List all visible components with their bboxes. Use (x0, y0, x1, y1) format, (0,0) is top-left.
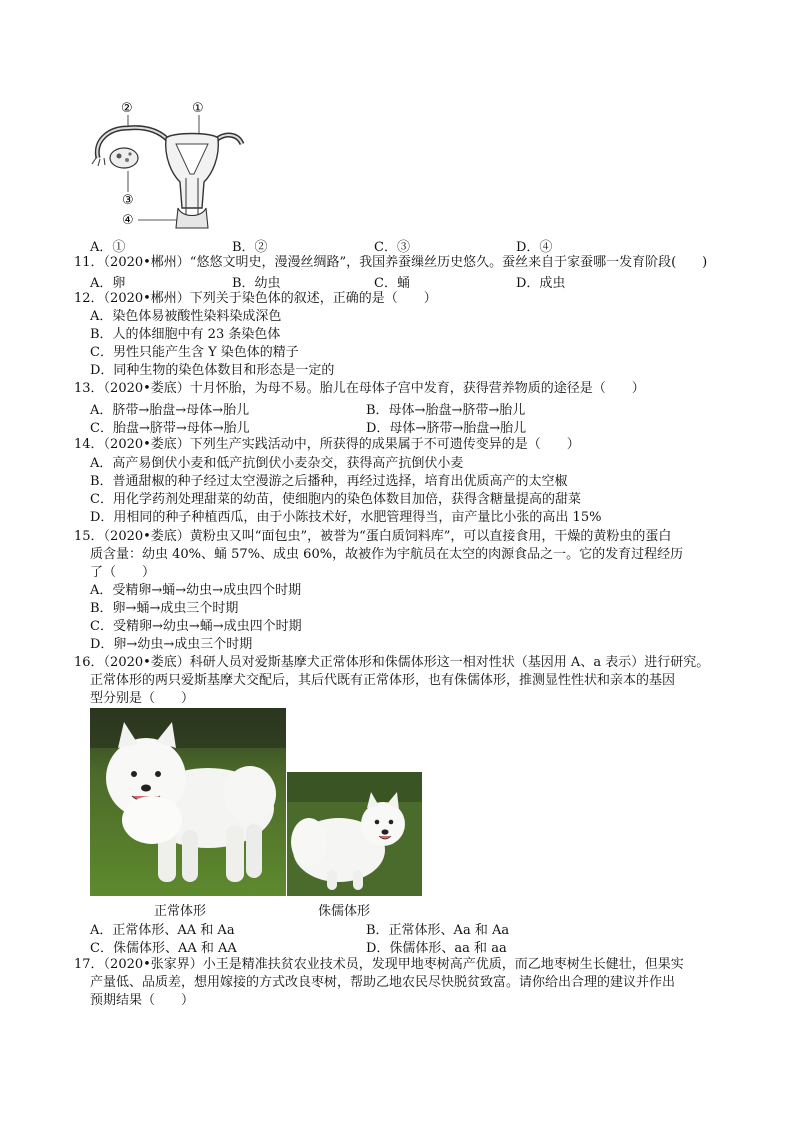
q15-option-d[interactable]: D．卵→幼虫→成虫三个时期 (90, 637, 253, 652)
q16-option-b[interactable]: B．正常体形、Aa 和 Aa (366, 923, 510, 938)
diagram-label-4: ④ (122, 213, 134, 228)
q13-option-b[interactable]: B．母体→胎盘→脐带→胎儿 (366, 403, 526, 418)
q14-option-a[interactable]: A．高产易倒伏小麦和低产抗倒伏小麦杂交，获得高产抗倒伏小麦 (90, 456, 464, 471)
q16-option-a[interactable]: A．正常体形、AA 和 Aa (90, 923, 235, 938)
diagram-label-1: ① (192, 101, 204, 116)
q10-option-b[interactable]: B．② (232, 240, 268, 255)
q10-option-a[interactable]: A．① (90, 240, 126, 255)
q15-stem-line-1: 15．（2020•娄底）黄粉虫又叫“面包虫”，被誉为“蛋白质饲料库”，可以直接食用，干燥的黄粉虫的蛋白 (74, 529, 672, 544)
q12-option-c[interactable]: C．男性只能产生含 Y 染色体的精子 (90, 345, 299, 360)
q17-stem-line-1: 17．（2020•张家界）小王是精准扶贫农业技术员，发现甲地枣树高产优质，而乙地枣树生长健壮，但果实 (74, 957, 684, 972)
q11-options (90, 272, 658, 291)
q11-stem: 11．（2020•郴州）“悠悠文明史，漫漫丝绸路”，我国养蚕缫丝历史悠久。蚕丝来自于家蚕哪一发育阶段( ) (74, 255, 708, 270)
q10-options (90, 236, 658, 255)
q13-stem: 13．（2020•娄底）十月怀胎，为母不易。胎儿在母体子宫中发育，获得营养物质的途径是（ ） (74, 381, 645, 396)
q16-option-d[interactable]: D．侏儒体形、aa 和 aa (366, 941, 507, 956)
q17-stem-line-3: 预期结果（ ） (90, 993, 195, 1008)
dwarf-dog-photo (287, 772, 422, 896)
normal-dog-photo (90, 708, 286, 896)
q16-options-row-1 (90, 919, 642, 938)
q16-stem-line-1: 16．（2020•娄底）科研人员对爱斯基摩犬正常体形和侏儒体形这一相对性状（基因用 A、a 表示）进行研究。 (74, 655, 710, 670)
q12-option-d[interactable]: D．同种生物的染色体数目和形态是一定的 (90, 363, 335, 378)
q12-stem: 12．（2020•郴州）下列关于染色体的叙述，正确的是（ ） (74, 291, 437, 306)
q12-option-a[interactable]: A．染色体易被酸性染料染成深色 (90, 309, 282, 324)
q15-option-a[interactable]: A．受精卵→蛹→幼虫→成虫四个时期 (90, 583, 302, 598)
q13-options-row-2 (90, 417, 642, 436)
q10-option-d[interactable]: D．④ (516, 240, 553, 255)
reproductive-system-diagram (88, 96, 248, 230)
q17-stem-line-2: 产量低、品质差，想用嫁接的方式改良枣树，帮助乙地农民尽快脱贫致富。请你给出合理的建议并作出 (90, 975, 676, 990)
q15-option-b[interactable]: B．卵→蛹→成虫三个时期 (90, 601, 239, 616)
q13-options-row-1 (90, 399, 642, 418)
caption-dwarf: 侏儒体形 (318, 904, 371, 919)
diagram-label-2: ② (121, 101, 133, 116)
q11-option-c[interactable]: C．蛹 (374, 276, 410, 291)
q15-stem-line-2: 质含量：幼虫 40%、蛹 57%、成虫 60%，故被作为宇航员在太空的肉源食品之一。它的发育过程经历 (90, 547, 684, 562)
caption-normal: 正常体形 (154, 904, 207, 919)
q14-stem: 14．（2020•娄底）下列生产实践活动中，所获得的成果属于不可遗传变异的是（ ） (74, 437, 580, 452)
q16-stem-line-2: 正常体形的两只爱斯基摩犬交配后，其后代既有正常体形，也有侏儒体形，推测显性性状和亲本的基因 (90, 673, 676, 688)
q14-option-d[interactable]: D．用相同的种子种植西瓜，由于小陈技术好，水肥管理得当，亩产量比小张的高出 15% (90, 510, 602, 525)
q13-option-d[interactable]: D．母体→脐带→胎盘→胎儿 (366, 421, 527, 436)
q16-stem-line-3: 型分别是（ ） (90, 691, 195, 706)
q15-stem-line-3: 了（ ） (90, 565, 156, 580)
q11-option-a[interactable]: A．卵 (90, 276, 126, 291)
q16-options-row-2 (90, 937, 642, 956)
q13-option-c[interactable]: C．胎盘→脐带→母体→胎儿 (90, 421, 250, 436)
q10-option-c[interactable]: C．③ (374, 240, 410, 255)
q14-option-b[interactable]: B．普通甜椒的种子经过太空漫游之后播种，再经过选择，培育出优质高产的太空椒 (90, 474, 568, 489)
q11-option-b[interactable]: B．幼虫 (232, 276, 281, 291)
diagram-label-3: ③ (122, 193, 134, 208)
q14-option-c[interactable]: C．用化学药剂处理甜菜的幼苗，使细胞内的染色体数目加倍，获得含糖量提高的甜菜 (90, 492, 581, 507)
q12-option-b[interactable]: B．人的体细胞中有 23 条染色体 (90, 327, 281, 342)
q11-option-d[interactable]: D．成虫 (516, 276, 566, 291)
q16-option-c[interactable]: C．侏儒体形、AA 和 AA (90, 941, 237, 956)
q15-option-c[interactable]: C．受精卵→幼虫→蛹→成虫四个时期 (90, 619, 302, 634)
q13-option-a[interactable]: A．脐带→胎盘→母体→胎儿 (90, 403, 250, 418)
